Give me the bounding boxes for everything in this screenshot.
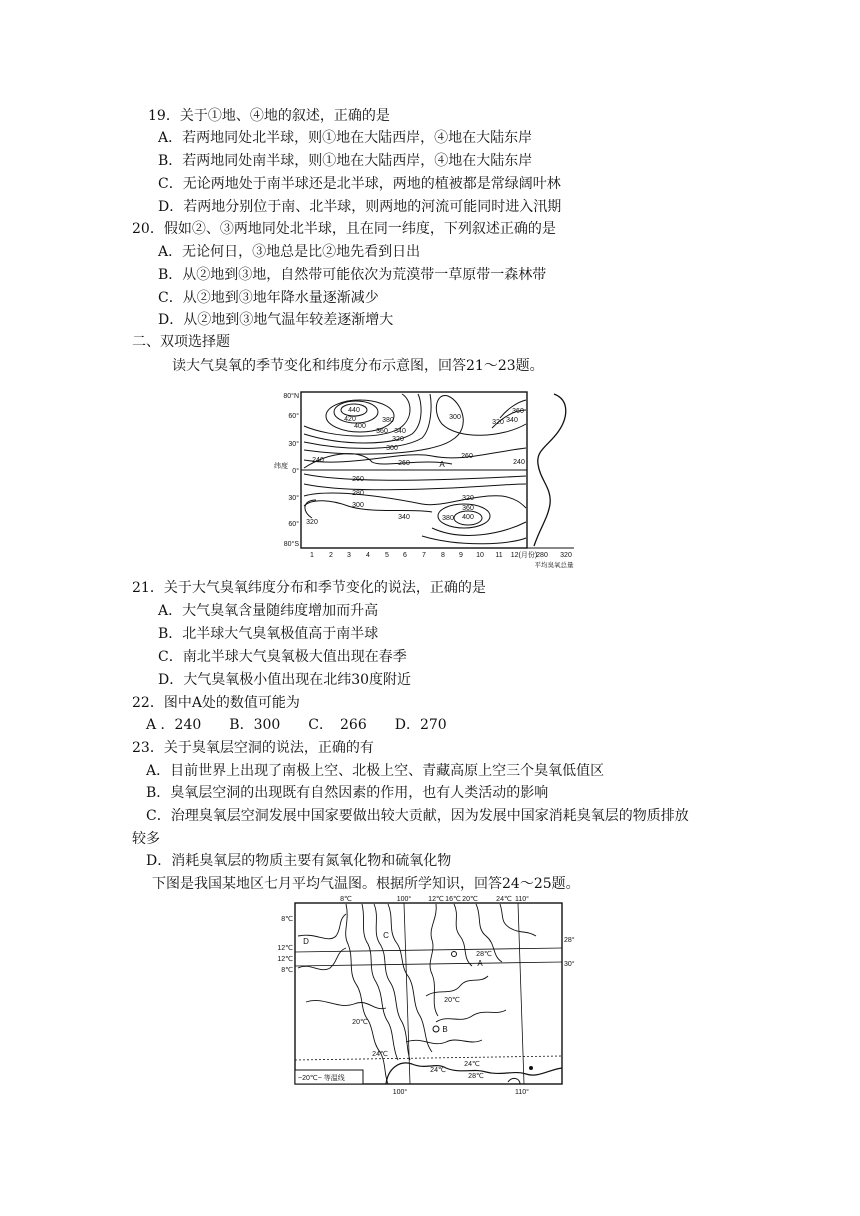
month-label: 4 bbox=[366, 552, 370, 559]
map-bottom-labels bbox=[393, 1088, 529, 1096]
q20-option-d: D．从②地到③地气温年较差逐渐增大 bbox=[158, 312, 394, 328]
ozone-chart bbox=[272, 388, 582, 570]
contour-label: 320 bbox=[462, 495, 474, 502]
contour-label: 320 bbox=[492, 419, 504, 426]
month-label: 8 bbox=[441, 552, 445, 559]
contour-label: 360 bbox=[512, 408, 524, 415]
lat-label: 30° bbox=[288, 441, 299, 448]
lat-label: 80°S bbox=[283, 541, 299, 548]
map-label: C bbox=[383, 931, 389, 940]
contour-labels bbox=[306, 407, 525, 526]
q22-stem: 22．图中A处的数值可能为 bbox=[132, 695, 300, 711]
contour-label: 240 bbox=[312, 457, 324, 464]
q23-stem: 23．关于臭氧层空洞的说法，正确的有 bbox=[132, 740, 374, 756]
q23-option-c-cont: 较多 bbox=[132, 831, 160, 847]
q19-option-c: C．无论两地处于南半球还是北半球，两地的植被都是常绿阔叶林 bbox=[158, 176, 561, 192]
q19-option-a: A．若两地同处北半球，则①地在大陆西岸，④地在大陆东岸 bbox=[158, 130, 533, 146]
contour-label: 320 bbox=[392, 436, 404, 443]
lat-label: 80°N bbox=[283, 393, 299, 400]
q23-option-b: B．臭氧层空洞的出现既有自然因素的作用，也有人类活动的影响 bbox=[146, 785, 549, 801]
q21-option-d: D．大气臭氧极小值出现在北纬30度附近 bbox=[158, 672, 412, 688]
lat-label: 60° bbox=[288, 521, 299, 528]
month-label: 12(月份) bbox=[510, 552, 538, 559]
map-label: 24℃ bbox=[496, 896, 512, 903]
q20-option-a: A．无论何日，③地总是比②地先看到日出 bbox=[158, 244, 421, 260]
month-label: 6 bbox=[403, 552, 407, 559]
q23-option-c: C．治理臭氧层空洞发展中国家要做出较大贡献，因为发展中国家消耗臭氧层的物质排放 bbox=[146, 808, 689, 824]
point-marker bbox=[452, 952, 457, 957]
map-frame bbox=[295, 903, 562, 1084]
q21-option-a: A．大气臭氧含量随纬度增加而升高 bbox=[158, 603, 379, 619]
q21-option-c: C．南北半球大气臭氧极大值出现在春季 bbox=[158, 649, 407, 665]
q19-stem: 19．关于①地、④地的叙述，正确的是 bbox=[148, 108, 390, 124]
contour-label: 280 bbox=[352, 490, 364, 497]
map-top-labels bbox=[340, 895, 529, 903]
map-label: A bbox=[477, 959, 483, 968]
map-label: 8℃ bbox=[281, 916, 293, 923]
map-label: 28℃ bbox=[476, 951, 492, 958]
point-a-label: A bbox=[439, 460, 445, 469]
map-label: 24℃ bbox=[430, 1067, 446, 1074]
map-label: 30° bbox=[564, 961, 575, 968]
map-label: 16℃ bbox=[445, 896, 461, 903]
month-label: 3 bbox=[347, 552, 351, 559]
section-intro: 读大气臭氧的季节变化和纬度分布示意图，回答21～23题。 bbox=[172, 358, 544, 374]
q21-option-b: B．北半球大气臭氧极值高于南半球 bbox=[158, 626, 379, 642]
month-label: 10 bbox=[476, 552, 484, 559]
contour-label: 420 bbox=[344, 416, 356, 423]
month-label: 7 bbox=[422, 552, 426, 559]
southern-contours bbox=[304, 474, 526, 544]
contour-label: 260 bbox=[461, 453, 473, 460]
map-label: 24℃ bbox=[372, 1051, 388, 1058]
map-label: 100° bbox=[396, 896, 412, 903]
map-label: 28℃ bbox=[468, 1073, 484, 1080]
map-label: B bbox=[442, 1025, 448, 1034]
contour-label: 340 bbox=[394, 428, 406, 435]
point-marker bbox=[529, 1066, 533, 1070]
q20-option-b: B．从②地到③地，自然带可能依次为荒漠带一草原带一森林带 bbox=[158, 267, 547, 283]
contour-label: 300 bbox=[352, 502, 364, 509]
map-intro: 下图是我国某地区七月平均气温图。根据所学知识，回答24～25题。 bbox=[152, 876, 580, 892]
q20-option-c: C．从②地到③地年降水量逐渐减少 bbox=[158, 290, 379, 306]
month-label: 2 bbox=[329, 552, 333, 559]
contour-label: 320 bbox=[306, 519, 318, 526]
profile-tick: 320 bbox=[560, 552, 572, 559]
q19-option-d: D．若两地分别位于南、北半球，则两地的河流可能同时进入汛期 bbox=[158, 199, 562, 215]
month-labels bbox=[310, 550, 537, 559]
contour-label: 360 bbox=[376, 428, 388, 435]
latitude-line bbox=[295, 948, 562, 952]
island bbox=[508, 1078, 520, 1084]
temperature-map bbox=[276, 892, 586, 1098]
lat-label: 0° bbox=[292, 468, 299, 475]
profile-tick: 280 bbox=[536, 552, 548, 559]
map-label: 12℃ bbox=[428, 896, 444, 903]
month-label: 5 bbox=[385, 552, 389, 559]
contour-label: 340 bbox=[398, 514, 410, 521]
map-label: 20℃ bbox=[352, 1019, 368, 1026]
q19-option-b: B．若两地同处南半球，则①地在大陆西岸，④地在大陆东岸 bbox=[158, 153, 533, 169]
point-b-marker bbox=[433, 1026, 439, 1032]
contour-label: 380 bbox=[442, 515, 454, 522]
map-label: 12℃ bbox=[277, 945, 293, 952]
month-label: 1 bbox=[310, 552, 314, 559]
map-label: 28° bbox=[564, 937, 575, 944]
map-label: 8℃ bbox=[340, 896, 352, 903]
map-label: 12℃ bbox=[277, 956, 293, 963]
q22-options: A ．240 B．300 C． 266 D．270 bbox=[146, 717, 447, 733]
month-label: 9 bbox=[459, 552, 463, 559]
q21-stem: 21．关于大气臭氧纬度分布和季节变化的说法，正确的是 bbox=[132, 580, 486, 596]
month-label: 11 bbox=[495, 552, 503, 559]
profile-axis-label: 平均臭氧总量 bbox=[534, 562, 574, 569]
contour-label: 360 bbox=[462, 505, 474, 512]
lat-label: 60° bbox=[288, 413, 299, 420]
profile-ticks bbox=[536, 552, 572, 559]
map-label: 110° bbox=[515, 896, 529, 903]
q20-stem: 20．假如②、③两地同处北半球，且在同一纬度，下列叙述正确的是 bbox=[132, 221, 556, 237]
map-label: D bbox=[303, 937, 309, 946]
map-label: 110° bbox=[515, 1089, 529, 1096]
contour-label: 400 bbox=[462, 514, 474, 521]
latitude-labels bbox=[283, 392, 299, 548]
lat-axis-label: 纬度 bbox=[274, 463, 288, 470]
contour-label: 260 bbox=[352, 476, 364, 483]
q23-option-d: D．消耗臭氧层的物质主要有氮氧化物和硫氧化物 bbox=[146, 853, 452, 869]
average-ozone-profile bbox=[534, 394, 566, 546]
contour-label: 300 bbox=[386, 445, 398, 452]
contour-label: 380 bbox=[382, 417, 394, 424]
contour-label: 440 bbox=[348, 407, 360, 414]
map-right-labels bbox=[564, 936, 575, 968]
q23-option-a: A．目前世界上出现了南极上空、北极上空、青藏高原上空三个臭氧低值区 bbox=[146, 763, 605, 779]
contour-label: 300 bbox=[449, 414, 461, 421]
map-label: 20℃ bbox=[444, 997, 460, 1004]
map-left-labels bbox=[277, 916, 293, 974]
contour-label: 260 bbox=[398, 460, 410, 467]
contour-label: 400 bbox=[354, 423, 366, 430]
map-label: 100° bbox=[392, 1089, 408, 1096]
contour-label: 340 bbox=[506, 417, 518, 424]
lat-label: 30° bbox=[288, 495, 299, 502]
map-legend: ~20℃~ 等温线 bbox=[298, 1075, 345, 1082]
map-label: 20℃ bbox=[462, 896, 478, 903]
northern-contours bbox=[304, 394, 526, 468]
map-label: 8℃ bbox=[281, 967, 293, 974]
map-label: 24℃ bbox=[464, 1061, 480, 1068]
tropic-line bbox=[295, 1056, 562, 1060]
section-heading: 二、双项选择题 bbox=[132, 334, 230, 350]
contour-label: 240 bbox=[513, 459, 525, 466]
